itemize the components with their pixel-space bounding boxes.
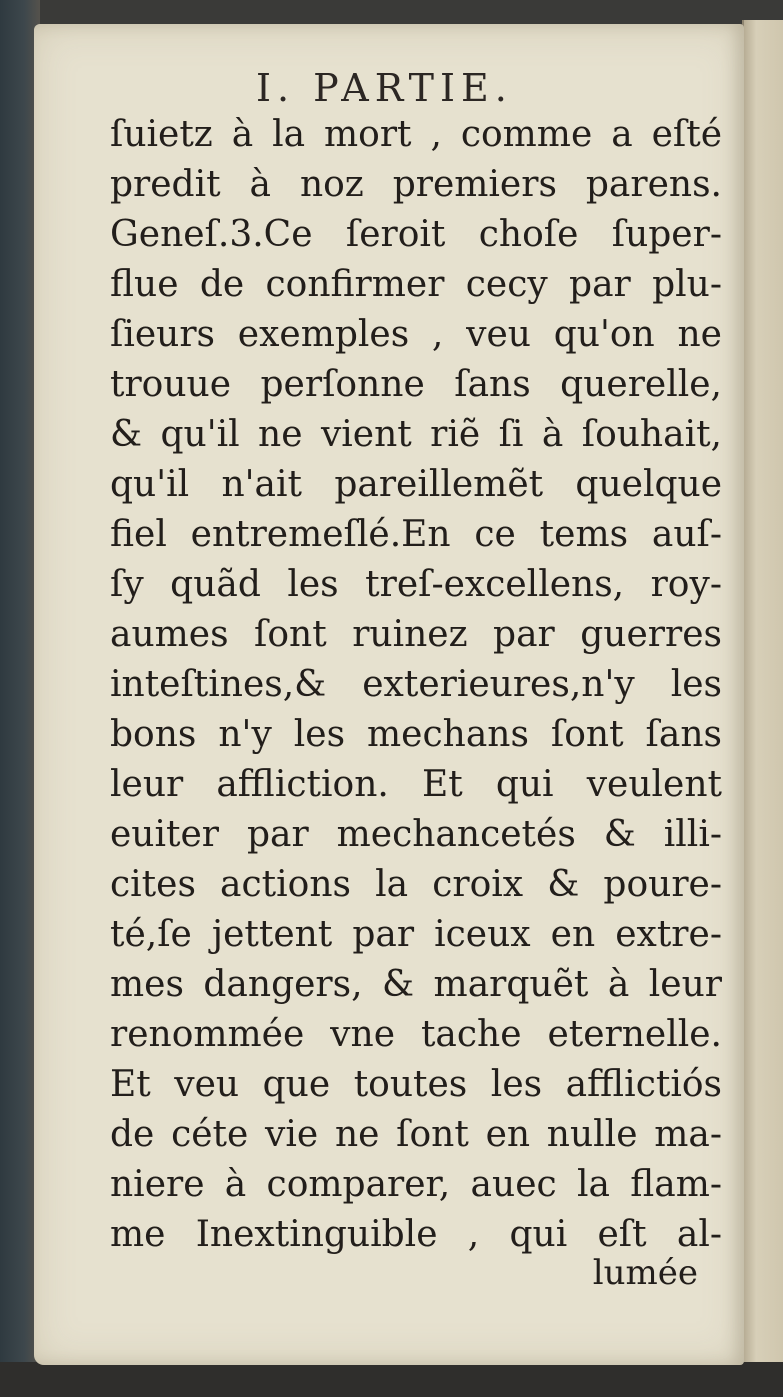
text-line: ſieurs exemples , veu qu'on ne [110,314,722,355]
text-line: euiter par mechancetés & illi- [110,814,722,855]
text-line: flue de confirmer cecy par plu- [110,264,722,305]
text-line: fiel entremeſlé.En ce tems auſ- [110,514,722,555]
text-line: mes dangers, & marquẽt à leur [110,964,722,1005]
text-line: ſy quãd les treſ-excellens, roy- [110,564,722,605]
text-line: & qu'il ne vient riẽ ſi à ſouhait, [110,414,722,455]
text-line: Geneſ.3.Ce ſeroit choſe ſuper- [110,214,722,255]
text-line: me Inextinguible , qui eſt al- [110,1214,722,1255]
text-line: predit à noz premiers parens. [110,164,722,205]
text-line: aumes ſont ruinez par guerres [110,614,722,655]
text-line: qu'il n'ait pareillemẽt quelque [110,464,722,505]
text-line: inteſtines,& exterieures,n'y les [110,664,722,705]
running-head: I. PARTIE. [256,66,513,110]
text-line: Et veu que toutes les afflictiós [110,1064,722,1105]
text-line: renommée vne tache eternelle. [110,1014,722,1055]
text-line: leur affliction. Et qui veulent [110,764,722,805]
text-line: ſuietz à la mort , comme a eſté [110,114,722,155]
text-line: cites actions la croix & poure- [110,864,722,905]
text-line: té,ſe jettent par iceux en extre- [110,914,722,955]
adjacent-page-edge [742,20,783,1397]
catchword: lumée [592,1253,698,1293]
background-top [0,0,783,26]
background-bottom [0,1362,783,1397]
text-line: bons n'y les mechans ſont ſans [110,714,722,755]
text-line: niere à comparer, auec la flam- [110,1164,722,1205]
text-line: trouue perſonne ſans querelle, [110,364,722,405]
text-line: de céte vie ne ſont en nulle ma- [110,1114,722,1155]
